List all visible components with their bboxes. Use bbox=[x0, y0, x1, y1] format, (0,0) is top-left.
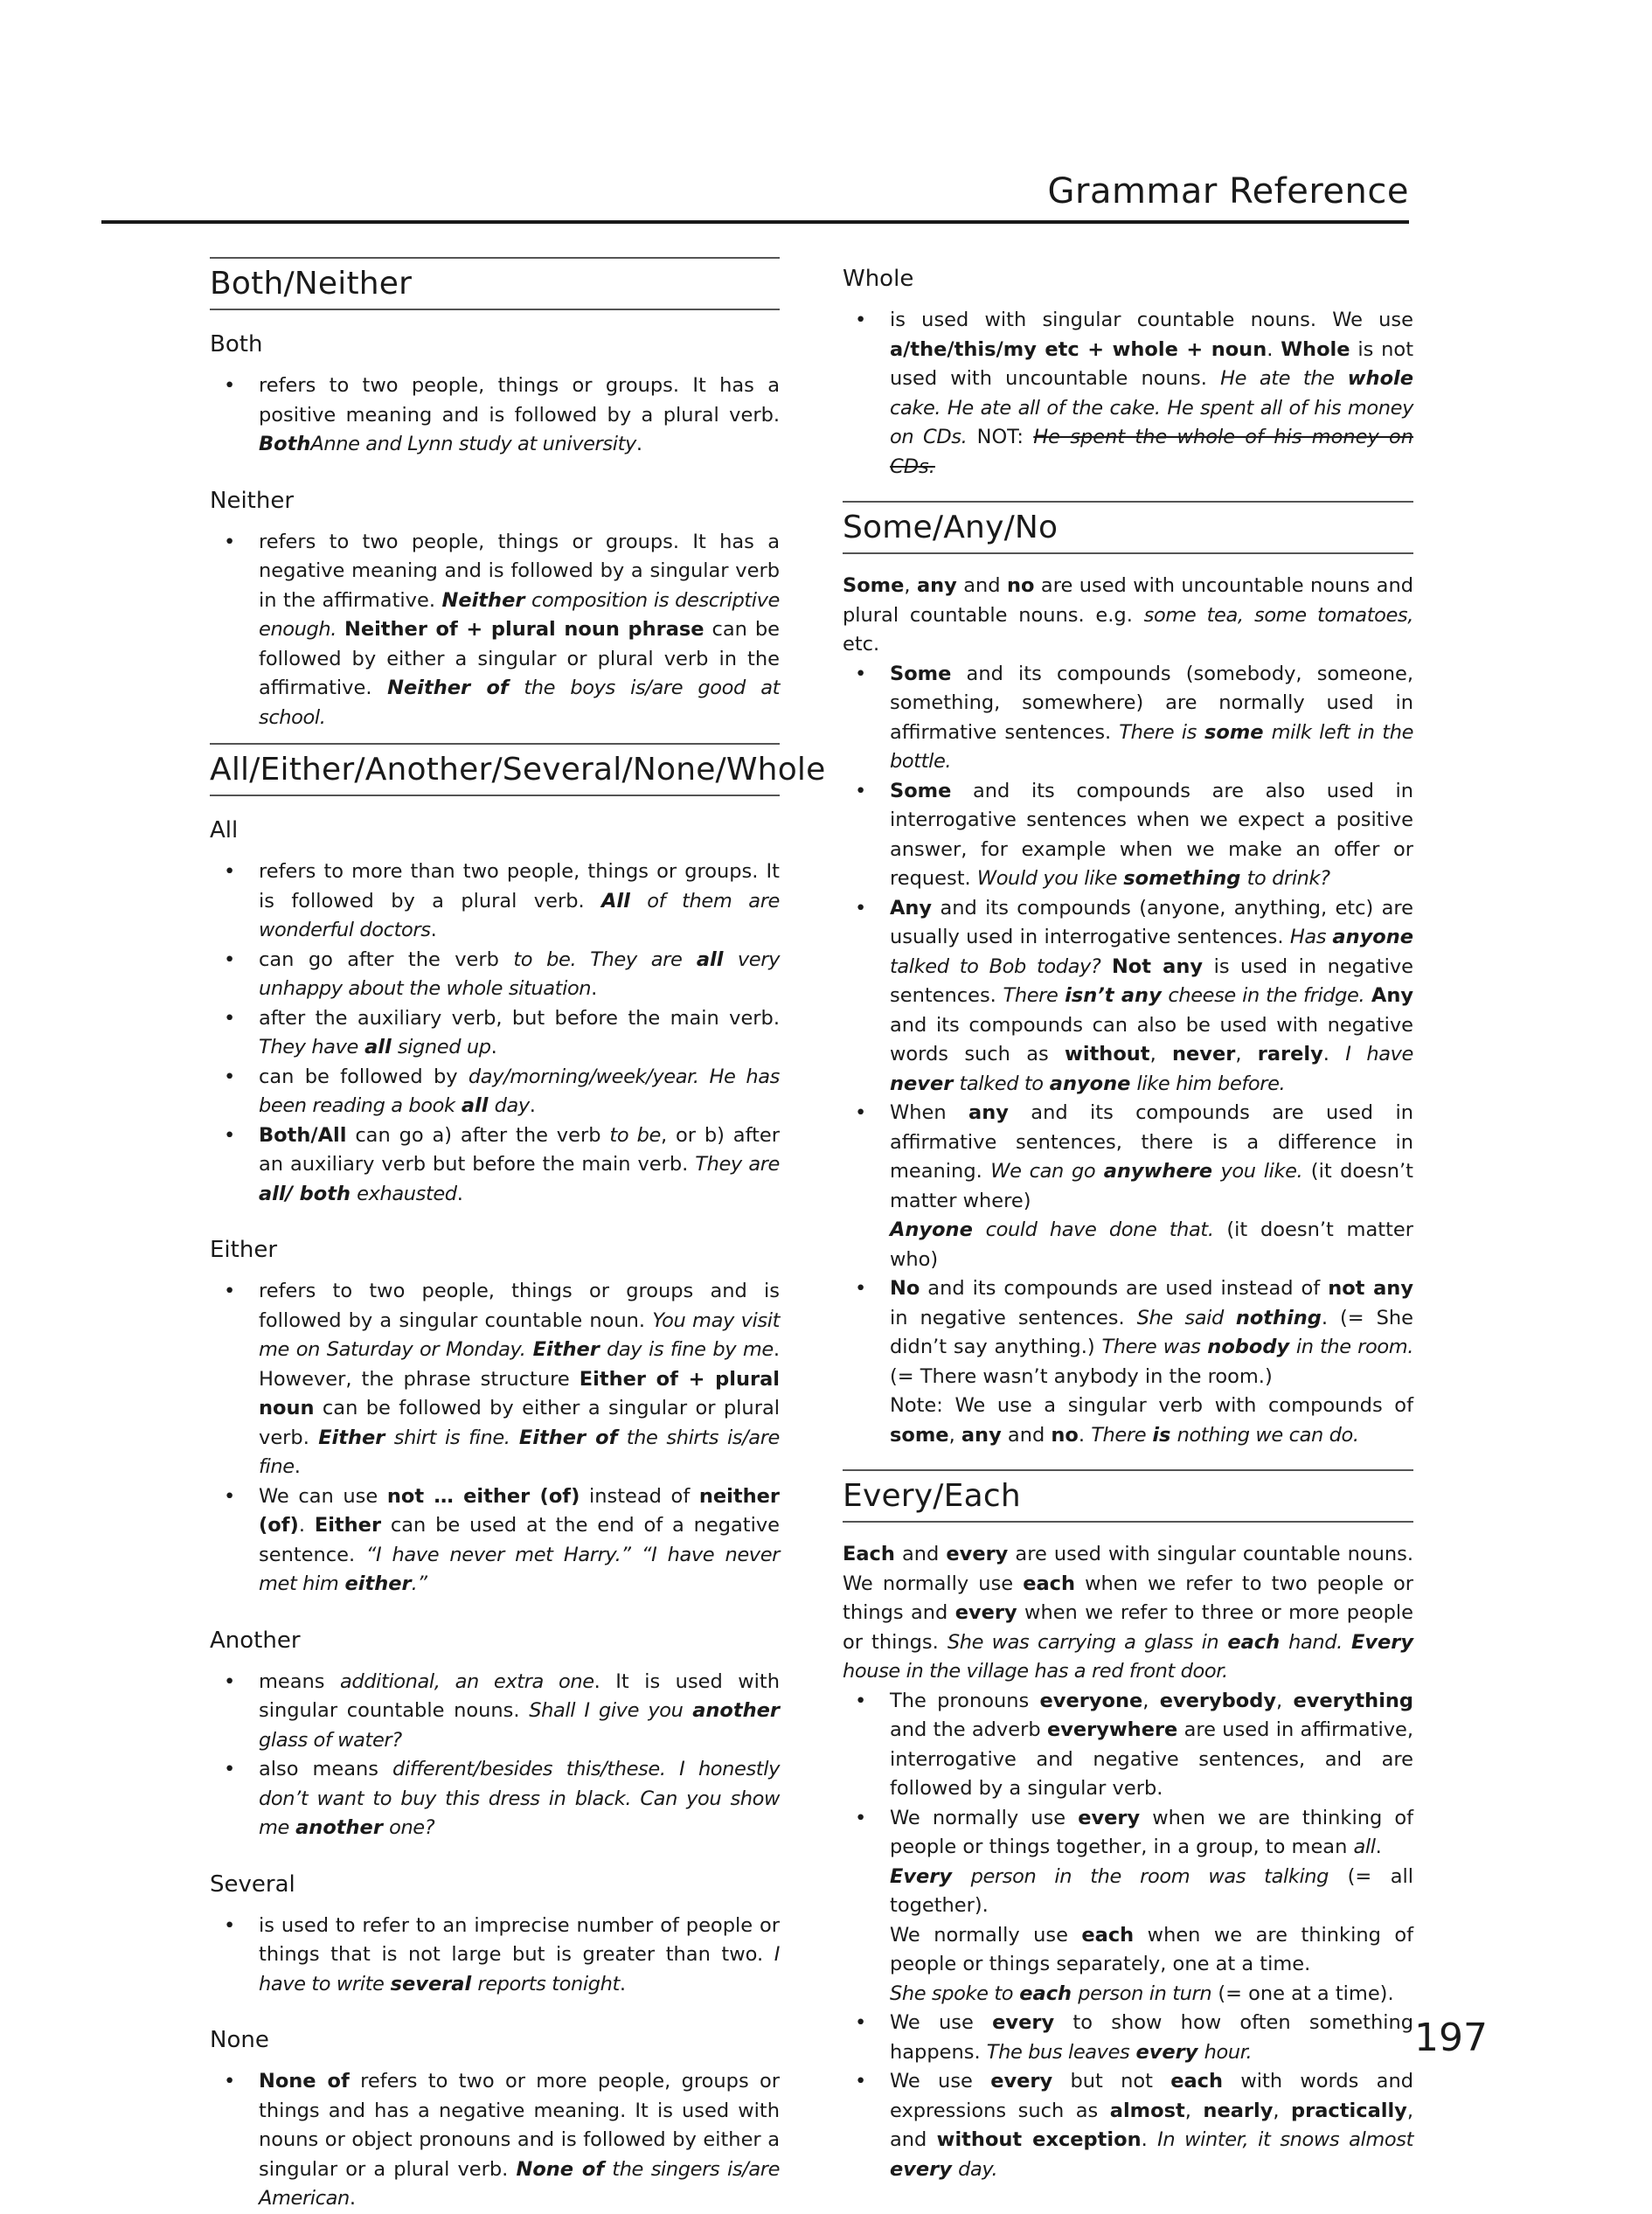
keyword: Neither of + plural noun phrase bbox=[344, 618, 705, 641]
keyword: Not any bbox=[1111, 954, 1204, 978]
example-key: each bbox=[1227, 1630, 1281, 1654]
keyword: without bbox=[1065, 1043, 1150, 1065]
keyword: everything bbox=[1293, 1689, 1414, 1712]
punct: . bbox=[591, 977, 598, 1000]
text: , and bbox=[890, 2099, 1414, 2151]
example: talked to bbox=[959, 1072, 1044, 1095]
text: can go a) after the verb bbox=[355, 1123, 601, 1147]
example: to be. They are bbox=[513, 947, 683, 971]
keyword: no bbox=[1007, 574, 1035, 597]
example: you like. bbox=[1220, 1160, 1303, 1183]
text: When bbox=[890, 1101, 947, 1124]
every-each-list bbox=[843, 1687, 1413, 2185]
text: and bbox=[901, 1543, 940, 1565]
either-list bbox=[210, 1277, 780, 1600]
strikethrough-example: He spent the whole of his money on CDs. bbox=[890, 426, 1414, 478]
example-key: never bbox=[890, 1072, 954, 1095]
example-key: Anyone bbox=[890, 1218, 973, 1241]
another-bullet-2 bbox=[210, 1755, 780, 1843]
example: She spoke to bbox=[890, 1981, 1014, 2005]
example: all bbox=[1353, 1836, 1376, 1858]
example-key: Neither of bbox=[387, 677, 509, 699]
sub-line bbox=[890, 1216, 1413, 1274]
gap bbox=[210, 460, 780, 479]
example-key: all/ both bbox=[259, 1182, 351, 1205]
text: (it doesn’t matter who) bbox=[890, 1218, 1414, 1271]
text: when we are thinking of people or things separately, one at a time. bbox=[890, 1923, 1414, 1975]
punct: , bbox=[1184, 2099, 1191, 2122]
example: There bbox=[1003, 984, 1059, 1007]
text: is used to refer to an imprecise number of people or things that is not large but is greater than two. bbox=[259, 1913, 780, 1966]
gap bbox=[843, 482, 1413, 501]
text: refers to more than two people, things or groups. It is followed by a plural verb. bbox=[259, 860, 780, 913]
text: can be followed by either a singular or plural verb. bbox=[259, 1397, 780, 1449]
keyword: any bbox=[961, 1423, 1002, 1447]
example: could have done that. bbox=[985, 1218, 1214, 1241]
all-bullet-1 bbox=[210, 857, 780, 946]
example-key: Every bbox=[890, 1864, 953, 1888]
example-key: each bbox=[1019, 1981, 1072, 2005]
example-key: some bbox=[1204, 720, 1264, 744]
text: and bbox=[1007, 1423, 1045, 1447]
example: different/besides this/these. I honestly don’t want to buy this dress in black. Can you show me bbox=[259, 1758, 780, 1839]
keyword: everybody bbox=[1159, 1689, 1276, 1712]
example: We can go bbox=[990, 1160, 1096, 1183]
text: (it doesn’t matter where) bbox=[890, 1160, 1413, 1212]
page-header bbox=[101, 164, 1409, 224]
example-key: another bbox=[295, 1816, 383, 1839]
punct: , bbox=[1149, 1043, 1156, 1065]
example: I have to write bbox=[259, 1943, 780, 1995]
text: , bbox=[904, 574, 911, 597]
another-list bbox=[210, 1668, 780, 1843]
note-line bbox=[890, 1392, 1413, 1450]
keyword: Some bbox=[843, 574, 905, 597]
text: We normally use bbox=[890, 1923, 1068, 1947]
text: refers to two or more people, groups or things and has a negative meaning. It is used with nouns or object pronouns and is followed by either a singular or a plural verb. bbox=[259, 2070, 780, 2181]
example-key: anyone bbox=[1049, 1072, 1131, 1095]
subsection-title-none: None bbox=[210, 2027, 269, 2053]
example-key: either bbox=[344, 1572, 412, 1595]
keyword: some bbox=[890, 1423, 949, 1447]
text: are used in affirmative, interrogative and negative sentences, and are followed by a singular verb. bbox=[890, 1718, 1414, 1800]
gap bbox=[210, 1209, 780, 1228]
example: You may visit me on Saturday or Monday. bbox=[259, 1308, 780, 1361]
text: can be followed by bbox=[259, 1065, 458, 1088]
example-key: Either bbox=[532, 1338, 600, 1361]
any-bullet-4 bbox=[843, 1099, 1413, 1274]
keyword: each bbox=[1023, 1572, 1076, 1595]
keyword: Each bbox=[843, 1543, 895, 1565]
keyword: Both/All bbox=[259, 1123, 347, 1147]
example: milk left in the bottle. bbox=[890, 720, 1414, 773]
keyword: Any bbox=[1371, 984, 1414, 1007]
every-bullet-4 bbox=[843, 2067, 1413, 2184]
text: after the auxiliary verb, but before the main verb. bbox=[259, 1006, 780, 1030]
keyword: rarely bbox=[1257, 1043, 1323, 1065]
text: , or b) after an auxiliary verb but before the main verb. bbox=[259, 1123, 781, 1176]
subsection-title-whole: Whole bbox=[843, 266, 914, 292]
text: when we are thinking of people or things together, in a group, to mean bbox=[890, 1806, 1414, 1858]
text: also means bbox=[259, 1758, 379, 1780]
punct: , bbox=[948, 1423, 955, 1447]
punct: . bbox=[349, 2187, 357, 2210]
punct: , bbox=[1142, 1689, 1149, 1712]
none-list bbox=[210, 2067, 780, 2214]
some-bullet-1 bbox=[843, 660, 1413, 777]
example: day. bbox=[958, 2157, 998, 2181]
section-title-both-neither: Both/Neither bbox=[210, 257, 780, 310]
gap bbox=[210, 1600, 780, 1619]
text: and its compounds are used in affirmative sentences, there is a difference in meaning. bbox=[890, 1101, 1413, 1183]
subsection-title-several: Several bbox=[210, 1870, 295, 1898]
keyword: every bbox=[1078, 1806, 1141, 1829]
text: when we refer to three or more people or things. bbox=[843, 1601, 1413, 1654]
example-key: every bbox=[890, 2157, 952, 2181]
text: Note: We use a singular verb with compounds of bbox=[890, 1394, 1413, 1417]
example: cake. He ate all of the cake. He spent all of his money on CDs. bbox=[890, 396, 1413, 448]
text: and its compounds are also used in interrogative sentences when we expect a positive answer, for example when we make an offer or request. bbox=[890, 779, 1413, 890]
keyword: None of bbox=[259, 2070, 350, 2093]
example: talked to Bob today? bbox=[890, 954, 1101, 978]
example: hand. bbox=[1288, 1630, 1343, 1654]
example-key: all bbox=[696, 947, 724, 971]
example-key: whole bbox=[1347, 367, 1413, 390]
example: I have bbox=[1345, 1043, 1413, 1065]
whole-bullet-1 bbox=[843, 306, 1413, 482]
keyword: never bbox=[1172, 1043, 1236, 1065]
some-any-no-list bbox=[843, 660, 1413, 1451]
punct: . bbox=[294, 1455, 301, 1478]
text: and bbox=[963, 574, 1001, 597]
keyword: not any bbox=[1328, 1277, 1413, 1300]
example: composition is descriptive enough. bbox=[259, 588, 780, 641]
text: We can use bbox=[259, 1484, 378, 1508]
example: signed up bbox=[397, 1036, 491, 1058]
either-bullet-2 bbox=[210, 1482, 780, 1600]
example: They have bbox=[259, 1036, 358, 1058]
keyword: every bbox=[954, 1601, 1017, 1624]
all-bullet-3 bbox=[210, 1004, 780, 1063]
example: cheese in the fridge. bbox=[1168, 984, 1365, 1007]
example: day bbox=[494, 1094, 530, 1117]
text: . (= She didn’t say anything.) bbox=[890, 1306, 1414, 1358]
example: house in the village has a red front door. bbox=[843, 1660, 1228, 1683]
text: . bbox=[1267, 337, 1274, 361]
example: additional, an extra one bbox=[340, 1669, 594, 1693]
example: exhausted bbox=[357, 1182, 457, 1205]
text: refers to two people, things or groups. It has a positive meaning and is followed by a plural verb. bbox=[259, 374, 780, 427]
text: in negative sentences. bbox=[890, 1306, 1125, 1329]
every-bullet-1 bbox=[843, 1687, 1413, 1804]
keyword: almost bbox=[1109, 2099, 1185, 2122]
example-key: nobody bbox=[1207, 1336, 1290, 1358]
either-bullet-1 bbox=[210, 1277, 780, 1482]
example-key: All bbox=[601, 889, 630, 913]
sub-line bbox=[890, 1863, 1413, 1921]
punct: . bbox=[1375, 1836, 1382, 1858]
gap bbox=[210, 732, 780, 743]
example: She said bbox=[1136, 1306, 1224, 1329]
text: and the adverb bbox=[890, 1718, 1041, 1741]
example-key: all bbox=[364, 1036, 392, 1058]
example: in the room. bbox=[1295, 1336, 1413, 1358]
keyword: every bbox=[992, 2011, 1055, 2034]
example: Anne and Lynn study at university bbox=[310, 433, 636, 455]
right-column bbox=[843, 257, 1413, 2184]
keyword: everyone bbox=[1039, 1689, 1143, 1712]
text: We normally use bbox=[890, 1806, 1066, 1829]
text: (= There wasn’t anybody in the room.) bbox=[890, 1364, 1273, 1388]
text: and its compounds (anyone, anything, etc) are usually used in interrogative sentences. bbox=[890, 896, 1413, 948]
example-key: anywhere bbox=[1103, 1160, 1213, 1183]
example: shirt is fine. bbox=[393, 1426, 510, 1449]
punct: . bbox=[635, 433, 643, 455]
text: etc. bbox=[843, 633, 880, 656]
example: They are bbox=[695, 1153, 781, 1176]
several-list bbox=[210, 1912, 780, 2000]
keyword: nearly bbox=[1203, 2099, 1274, 2122]
example: the boys is/are good at school. bbox=[259, 677, 780, 729]
keyword: every bbox=[946, 1543, 1009, 1565]
some-bullet-2 bbox=[843, 777, 1413, 894]
example: Would you like bbox=[976, 867, 1118, 890]
text: refers to two people, things or groups. It has a negative meaning and is followed by a singular verb in the affirmative. bbox=[259, 530, 780, 612]
text: is used with singular countable nouns. We use bbox=[890, 309, 1413, 331]
punct: , bbox=[1235, 1043, 1242, 1065]
punct: . bbox=[1078, 1423, 1086, 1447]
example-key: all bbox=[461, 1094, 489, 1117]
text: (= all together). bbox=[890, 1864, 1414, 1917]
example: The bus leaves bbox=[986, 2040, 1130, 2064]
example-key: isn’t any bbox=[1065, 984, 1162, 1007]
all-list bbox=[210, 857, 780, 1209]
example: Shall I give you bbox=[529, 1699, 684, 1722]
punct: . bbox=[1141, 2128, 1148, 2151]
punct: . bbox=[456, 1182, 463, 1205]
text: means bbox=[259, 1669, 325, 1693]
example-key: nothing bbox=[1235, 1306, 1322, 1329]
keyword: each bbox=[1170, 2070, 1224, 2093]
example: person in the room was talking bbox=[970, 1864, 1329, 1888]
example: nothing we can do. bbox=[1177, 1423, 1359, 1447]
left-column bbox=[210, 257, 826, 2214]
text: . It is used with singular countable nouns. bbox=[259, 1669, 780, 1722]
example-key: Either bbox=[318, 1426, 385, 1449]
example: person in turn bbox=[1078, 1981, 1212, 2005]
keyword: NOT: bbox=[976, 426, 1024, 448]
example: She was carrying a glass in bbox=[947, 1630, 1219, 1654]
example-key: is bbox=[1152, 1423, 1171, 1447]
subsection-title-all: All bbox=[210, 817, 239, 843]
example: to drink? bbox=[1246, 867, 1330, 890]
text: and its compounds (somebody, someone, something, somewhere) are normally used in affirmative sentences. bbox=[890, 662, 1413, 744]
example-key: something bbox=[1123, 867, 1241, 890]
neither-list bbox=[210, 528, 780, 733]
any-bullet-3 bbox=[843, 894, 1413, 1100]
example: There bbox=[1091, 1423, 1147, 1447]
example: the shirts is/are fine bbox=[259, 1426, 780, 1478]
keyword: Either bbox=[314, 1514, 382, 1537]
text: and its compounds are used instead of bbox=[927, 1277, 1321, 1300]
punct: . bbox=[529, 1094, 536, 1117]
gap bbox=[210, 1843, 780, 1863]
example-key: anyone bbox=[1332, 926, 1414, 948]
text: We use bbox=[890, 2070, 973, 2093]
text: The pronouns bbox=[890, 1689, 1030, 1712]
neither-bullet-1 bbox=[210, 528, 780, 733]
example-key: Both bbox=[259, 433, 311, 455]
all-bullet-5 bbox=[210, 1121, 780, 1210]
example: glass of water? bbox=[259, 1728, 402, 1752]
subsection-title-both: Both bbox=[210, 331, 263, 357]
example: to be bbox=[609, 1123, 661, 1147]
keyword: Either of + plural noun bbox=[259, 1367, 781, 1419]
gap bbox=[210, 1999, 780, 2018]
text: is used in negative sentences. bbox=[890, 954, 1414, 1007]
punct: , bbox=[1273, 2099, 1280, 2122]
subsection-title-neither: Neither bbox=[210, 487, 295, 514]
text: but not bbox=[1070, 2070, 1153, 2093]
punct: . bbox=[619, 1972, 627, 1995]
text: can be used at the end of a negative sentence. bbox=[259, 1514, 781, 1566]
text: when we refer to two people or things and bbox=[843, 1572, 1414, 1624]
keyword: practically bbox=[1291, 2099, 1407, 2122]
sub-line bbox=[890, 1921, 1413, 1980]
text: can be followed by either a singular or plural verb in the affirmative. bbox=[259, 618, 780, 699]
example: He ate the bbox=[1220, 367, 1335, 390]
keyword: not … either (of) bbox=[386, 1484, 580, 1508]
whole-list bbox=[843, 306, 1413, 482]
keyword: any bbox=[916, 574, 957, 597]
example-key: every bbox=[1135, 2040, 1198, 2064]
text: is not used with uncountable nouns. bbox=[890, 337, 1414, 390]
no-bullet-5 bbox=[843, 1274, 1413, 1450]
both-list bbox=[210, 371, 780, 460]
example: the singers is/are American bbox=[259, 2157, 781, 2210]
punct: . bbox=[1322, 1043, 1329, 1065]
example: of them are wonderful doctors bbox=[259, 889, 780, 941]
page-title: Grammar Reference bbox=[1047, 171, 1409, 212]
example: .” bbox=[411, 1572, 427, 1595]
every-bullet-2 bbox=[843, 1804, 1413, 2009]
text: (= one at a time). bbox=[1218, 1981, 1394, 2005]
text: . bbox=[298, 1514, 305, 1537]
keyword: Any bbox=[890, 896, 933, 920]
another-bullet-1 bbox=[210, 1668, 780, 1756]
keyword: No bbox=[890, 1277, 920, 1300]
example-key: several bbox=[390, 1972, 472, 1995]
text: . However, the phrase structure bbox=[259, 1338, 781, 1391]
text: are used with uncountable nouns and plural countable nouns. e.g. bbox=[843, 574, 1413, 627]
keyword: any bbox=[968, 1101, 1009, 1124]
text: We use bbox=[890, 2011, 974, 2034]
keyword: no bbox=[1051, 1423, 1079, 1447]
section-title-some-any-no: Some/Any/No bbox=[843, 501, 1413, 554]
example: reports tonight bbox=[477, 1972, 620, 1995]
text: with words and expressions such as bbox=[890, 2070, 1414, 2122]
keyword: each bbox=[1081, 1923, 1135, 1947]
all-bullet-2 bbox=[210, 946, 780, 1004]
example-key: another bbox=[692, 1699, 781, 1722]
example: like him before. bbox=[1136, 1072, 1286, 1095]
example: “I have never met Harry.” “I have never met him bbox=[259, 1543, 781, 1595]
keyword: neither (of) bbox=[259, 1484, 780, 1537]
page-number: 197 bbox=[1414, 2016, 1488, 2060]
keyword: Some bbox=[890, 779, 952, 802]
subsection-title-another: Another bbox=[210, 1627, 301, 1654]
none-bullet-1 bbox=[210, 2067, 780, 2214]
some-any-no-intro bbox=[843, 572, 1413, 660]
subsection-title-either: Either bbox=[210, 1237, 278, 1263]
keyword: every bbox=[990, 2070, 1053, 2093]
example: one? bbox=[389, 1816, 435, 1839]
section-title-all-either: All/Either/Another/Several/None/Whole bbox=[210, 743, 780, 796]
example: very unhappy about the whole situation bbox=[259, 947, 780, 1000]
section-title-every-each: Every/Each bbox=[843, 1469, 1413, 1523]
keyword: Some bbox=[890, 662, 952, 685]
text: instead of bbox=[588, 1484, 691, 1508]
punct: , bbox=[1276, 1689, 1283, 1712]
example: some tea, some tomatoes, bbox=[1143, 603, 1413, 627]
example: day/morning/week/year. He has been reading a book bbox=[259, 1065, 780, 1117]
every-bullet-3 bbox=[843, 2009, 1413, 2067]
keyword: Whole bbox=[1281, 337, 1350, 361]
example-key: None of bbox=[516, 2157, 605, 2181]
text: refers to two people, things or groups and is followed by a singular countable noun. bbox=[259, 1280, 780, 1332]
text: can go after the verb bbox=[259, 947, 499, 971]
example-key: Either of bbox=[518, 1426, 618, 1449]
text: to show how often something happens. bbox=[890, 2011, 1413, 2064]
text: are used with singular countable nouns. We normally use bbox=[843, 1543, 1414, 1595]
every-each-intro bbox=[843, 1540, 1413, 1687]
example: day is fine by me bbox=[607, 1338, 774, 1361]
example: There was bbox=[1101, 1336, 1201, 1358]
punct: . bbox=[490, 1036, 497, 1058]
gap bbox=[843, 1450, 1413, 1469]
text: and its compounds can also be used with negative words such as bbox=[890, 1013, 1413, 1065]
example: Has bbox=[1289, 926, 1327, 948]
keyword: everywhere bbox=[1046, 1718, 1178, 1741]
punct: . bbox=[430, 919, 437, 941]
example: There is bbox=[1119, 720, 1197, 744]
example-key: Every bbox=[1350, 1630, 1414, 1654]
example-key: Neither bbox=[441, 588, 525, 612]
example: hour. bbox=[1204, 2040, 1253, 2064]
keyword: without exception bbox=[936, 2128, 1142, 2151]
sub-line bbox=[890, 1980, 1413, 2009]
keyword: a/the/this/my etc + whole + noun bbox=[890, 337, 1267, 361]
all-bullet-4 bbox=[210, 1063, 780, 1121]
example: In winter, it snows almost bbox=[1157, 2128, 1414, 2151]
both-bullet-1 bbox=[210, 371, 780, 460]
several-bullet-1 bbox=[210, 1912, 780, 2000]
